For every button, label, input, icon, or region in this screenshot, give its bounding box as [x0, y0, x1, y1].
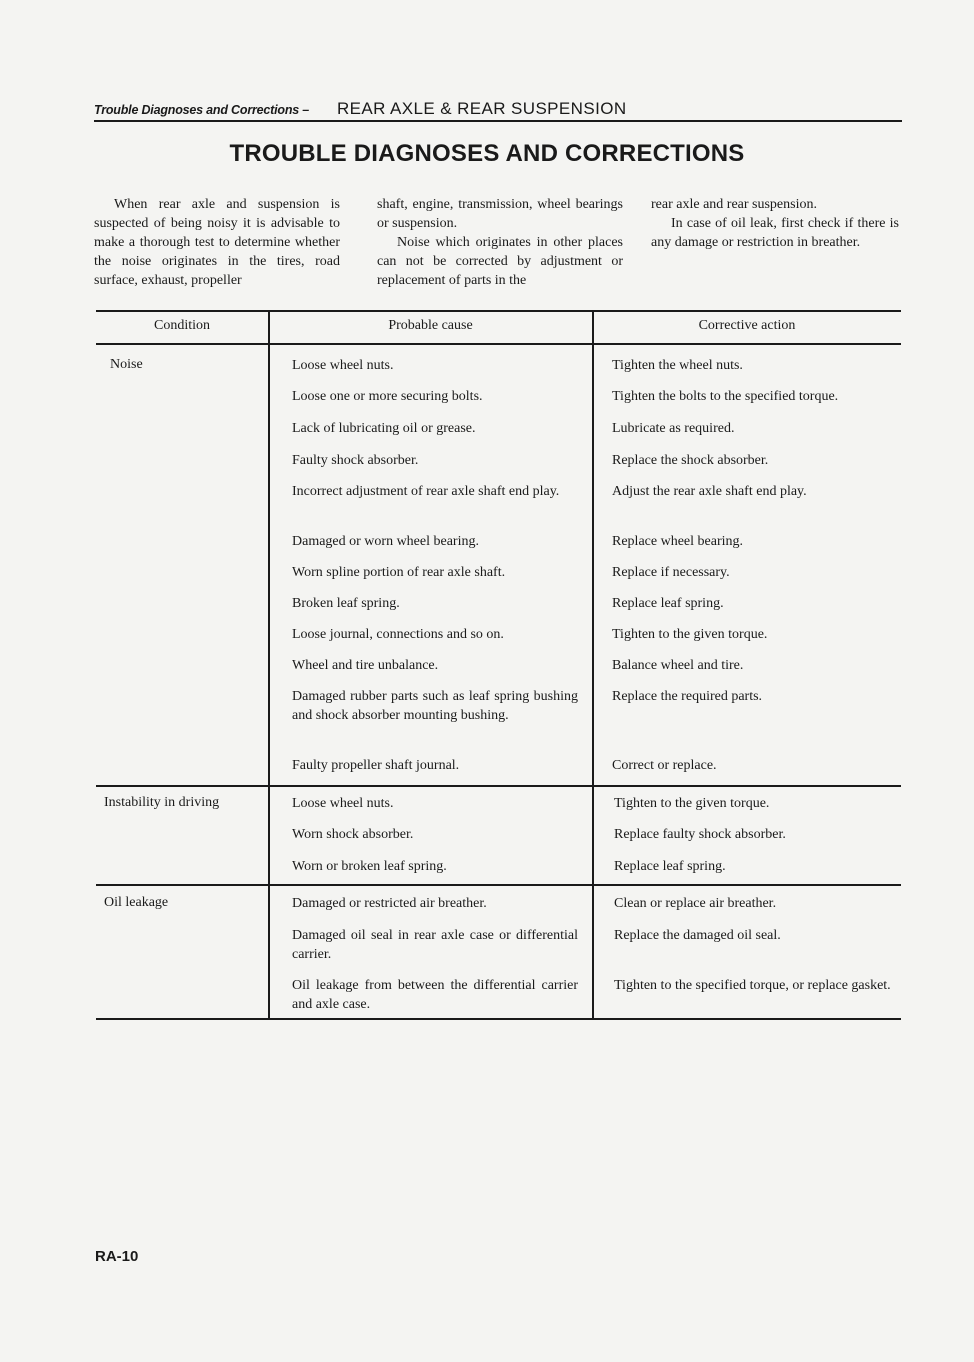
table-top-rule: [96, 310, 901, 312]
cause-cell: Broken leaf spring.: [292, 596, 400, 611]
cause-cell: Lack of lubricating oil or grease.: [292, 421, 476, 436]
intro-column-2: [377, 195, 623, 290]
intro-paragraph-2-continued: rear axle and rear suspension.: [651, 197, 817, 212]
cause-cell: Wheel and tire unbalance.: [292, 658, 439, 673]
cause-cell: Faulty propeller shaft journal.: [292, 758, 460, 773]
running-header: [94, 96, 902, 120]
cause-cell: Loose wheel nuts.: [292, 796, 394, 811]
page-number: RA-10: [95, 1248, 139, 1265]
cause-cell: Worn or broken leaf spring.: [292, 859, 447, 874]
column-divider-1: [268, 310, 270, 1020]
header-corrective-action: Corrective action: [698, 318, 796, 333]
cause-cell: Worn spline portion of rear axle shaft.: [292, 565, 506, 580]
column-divider-2: [592, 310, 594, 1020]
condition-instability: Instability in driving: [104, 795, 220, 810]
header-probable-cause: Probable cause: [388, 318, 473, 333]
cause-cell: Damaged rubber parts such as leaf spring bushing and shock absorber mounting bushing.: [292, 689, 578, 723]
header-condition: Condition: [153, 318, 210, 333]
cause-cell: Incorrect adjustment of rear axle shaft end play.: [292, 484, 560, 499]
section-title: REAR AXLE & REAR SUSPENSION: [337, 99, 627, 118]
diagnosis-table: [96, 310, 901, 1022]
action-cell: Replace the shock absorber.: [612, 453, 769, 468]
cause-cell: Worn shock absorber.: [292, 827, 414, 842]
action-cell: Replace leaf spring.: [614, 859, 726, 874]
action-cell: Adjust the rear axle shaft end play.: [612, 484, 807, 499]
table-bottom-rule: [96, 1018, 901, 1020]
intro-paragraph-3: In case of oil leak, first check if there is any damage or restriction in breather.: [651, 216, 899, 250]
cause-cell: Faulty shock absorber.: [292, 453, 419, 468]
action-cell: Tighten to the given torque.: [612, 627, 768, 642]
group-divider-1: [96, 785, 901, 787]
header-bottom-rule: [96, 343, 901, 345]
condition-oil-leakage: Oil leakage: [104, 895, 169, 910]
page-title: TROUBLE DIAGNOSES AND CORRECTIONS: [229, 140, 745, 167]
intro-paragraph-1: When rear axle and suspension is suspected of being noisy it is advisable to make a thorough test to determine whether the noise originates in the tires, road surface, exhaust, propeller: [94, 197, 340, 288]
action-cell: Balance wheel and tire.: [612, 658, 744, 673]
cause-cell: Damaged oil seal in rear axle case or differential carrier.: [292, 928, 578, 962]
intro-column-3: [651, 195, 899, 252]
cause-cell: Loose wheel nuts.: [292, 358, 394, 373]
action-cell: Replace faulty shock absorber.: [614, 827, 786, 842]
action-cell: Lubricate as required.: [612, 421, 735, 436]
cause-cell: Oil leakage from between the differential carrier and axle case.: [292, 978, 578, 1012]
intro-paragraph-1-continued: shaft, engine, transmission, wheel bearings or suspension.: [377, 197, 623, 231]
cause-cell: Damaged or worn wheel bearing.: [292, 534, 479, 549]
header-rule: [94, 120, 902, 122]
running-title: Trouble Diagnoses and Corrections –: [94, 103, 310, 117]
action-cell: Replace the damaged oil seal.: [614, 928, 781, 943]
condition-noise: Noise: [110, 357, 143, 372]
action-cell: Replace the required parts.: [612, 689, 763, 704]
intro-paragraph-2: Noise which originates in other places can not be corrected by adjustment or replacement of parts in the: [377, 235, 623, 288]
action-cell: Replace if necessary.: [612, 565, 730, 580]
cause-cell: Damaged or restricted air breather.: [292, 896, 487, 911]
cause-cell: Loose journal, connections and so on.: [292, 627, 504, 642]
action-cell: Tighten to the given torque.: [614, 796, 770, 811]
action-cell: Tighten to the specified torque, or replace gasket.: [614, 978, 891, 993]
action-cell: Tighten the bolts to the specified torque.: [612, 389, 839, 404]
action-cell: Replace leaf spring.: [612, 596, 724, 611]
cause-cell: Loose one or more securing bolts.: [292, 389, 483, 404]
action-cell: Tighten the wheel nuts.: [612, 358, 743, 373]
action-cell: Correct or replace.: [612, 758, 717, 773]
action-cell: Clean or replace air breather.: [614, 896, 777, 911]
action-cell: Replace wheel bearing.: [612, 534, 743, 549]
group-divider-2: [96, 884, 901, 886]
intro-column-1: [94, 195, 340, 290]
